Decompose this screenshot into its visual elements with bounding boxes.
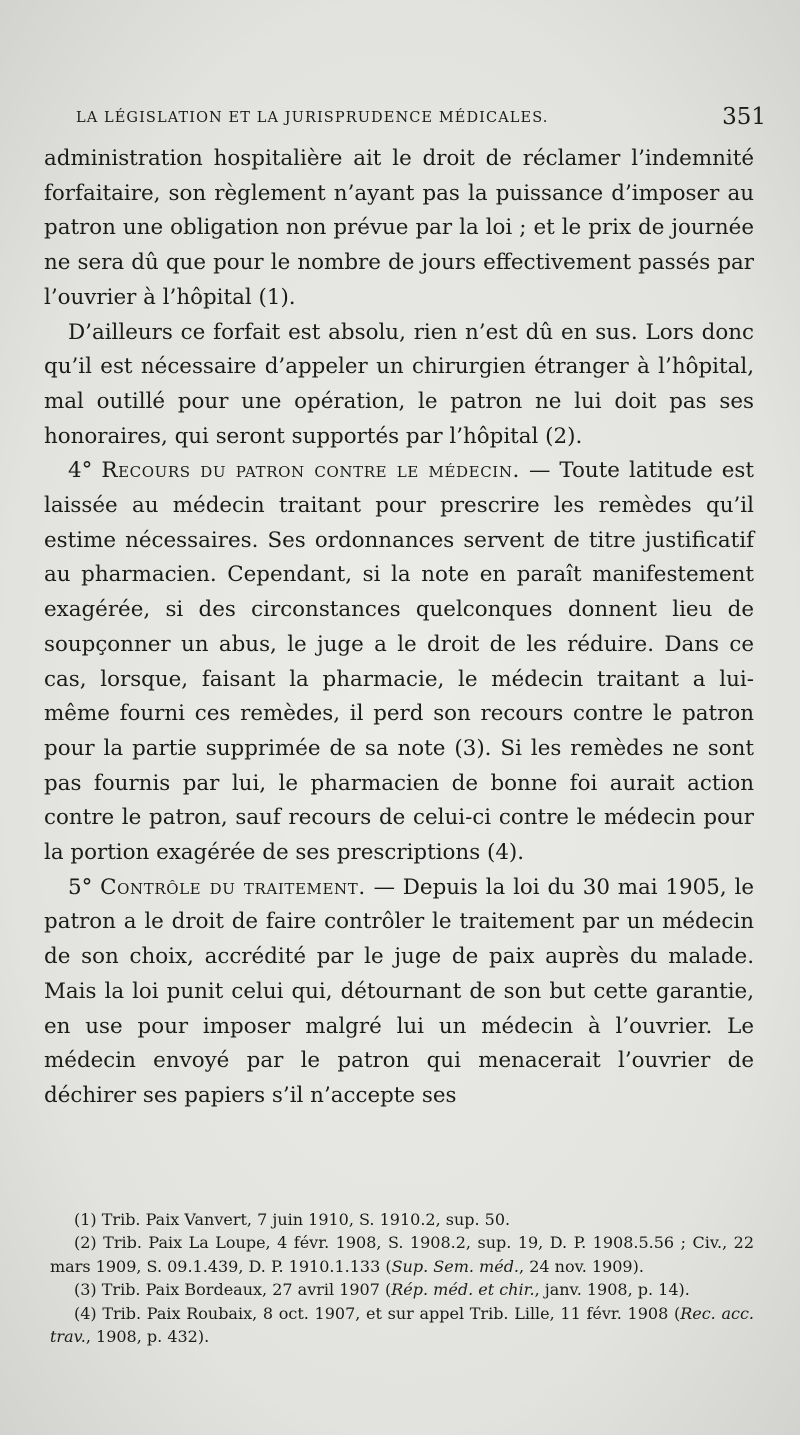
footnote-text-end: , janv. 1908, p. 14). bbox=[534, 1280, 690, 1300]
footnote-text-end: , 1908, p. 432). bbox=[85, 1327, 210, 1347]
section-heading: Contrôle du traitement. bbox=[100, 874, 366, 900]
paragraph-forfait bbox=[44, 316, 754, 455]
footnote-text: (4) Trib. Paix Roubaix, 8 oct. 1907, et sur appel Trib. Lille, 11 févr. 1908 ( bbox=[74, 1303, 681, 1323]
page-number: 351 bbox=[722, 104, 766, 130]
footnote-3 bbox=[50, 1278, 754, 1301]
paragraph-recours bbox=[44, 454, 754, 870]
paragraph-text: — Toute latitude est laissée au médecin traitant pour prescrire les remèdes qu’il estime nécessaires. Ses ordonnances servent de titre justificatif au pharmacien. Cependant, si la note en paraît manifestement exagérée, si des circonstances quelconques donnent lieu de soupçonner un abus, le juge a le droit de les réduire. Dans ce cas, lorsque, faisant la pharmacie, le médecin traitant a lui-même fourni ces remèdes, il perd son recours contre le patron pour la partie supprimée de sa note (3). Si les remèdes ne sont pas fournis par lui, le pharmacien de bonne foi aurait action contre le patron, sauf recours de celui-ci contre le médecin pour la portion exagérée de ses prescriptions (4). bbox=[44, 458, 754, 866]
section-number: 4° bbox=[68, 458, 93, 484]
paragraph-text: administration hospitalière ait le droit de réclamer l’indemnité forfaitaire, son règlement n’ayant pas la puissance d’imposer au patron une obligation non prévue par la loi ; et le prix de journée ne sera dû que pour le nombre de jours effectivement passés par l’ouvrier à l’hôpital (1). bbox=[44, 146, 754, 310]
paragraph-continuation bbox=[44, 142, 754, 316]
footnote-text: (1) Trib. Paix Vanvert, 7 juin 1910, S. 1910.2, sup. 50. bbox=[74, 1210, 511, 1229]
footnote-2 bbox=[50, 1231, 754, 1278]
body-text bbox=[44, 142, 754, 1114]
footnote-source: Rec. acc. trav. bbox=[50, 1303, 754, 1347]
paragraph-controle bbox=[44, 871, 754, 1114]
running-title: LA LÉGISLATION ET LA JURISPRUDENCE MÉDICALES. bbox=[76, 110, 549, 126]
footnote-source: Sup. Sem. méd. bbox=[391, 1256, 520, 1276]
footnote-text-end: , 24 nov. 1909). bbox=[519, 1256, 644, 1276]
section-heading: Recours du patron contre le médecin. bbox=[101, 458, 520, 484]
paragraph-text: D’ailleurs ce forfait est absolu, rien n’est dû en sus. Lors donc qu’il est nécessaire d’appeler un chirurgien étranger à l’hôpital, mal outillé pour une opération, le patron ne lui doit pas ses honoraires, qui seront supportés par l’hôpital (2). bbox=[44, 319, 754, 449]
section-number: 5° bbox=[68, 874, 93, 900]
footnote-text: (2) Trib. Paix La Loupe, 4 févr. 1908, S. 1908.2, sup. 19, D. P. 1908.5.56 ; Civ., 22 mars 1909, S. 09.1.439, D. P. 1910.1.133 ( bbox=[50, 1233, 754, 1276]
footnote-text: (3) Trib. Paix Bordeaux, 27 avril 1907 ( bbox=[74, 1280, 392, 1300]
paragraph-text: — Depuis la loi du 30 mai 1905, le patron a le droit de faire contrôler le traitement par un médecin de son choix, accrédité par le juge de paix auprès du malade. Mais la loi punit celui qui, détournant de son but cette garantie, en use pour imposer malgré lui un médecin à l’ouvrier. Le médecin envoyé par le patron qui menacerait l’ouvrier de déchirer ses papiers s’il n’accepte ses bbox=[44, 874, 754, 1108]
page-header bbox=[76, 104, 766, 134]
footnote-1 bbox=[50, 1208, 754, 1231]
footnote-4 bbox=[50, 1302, 754, 1349]
footnote-source: Rép. méd. et chir. bbox=[391, 1280, 535, 1300]
footnotes bbox=[50, 1208, 754, 1348]
